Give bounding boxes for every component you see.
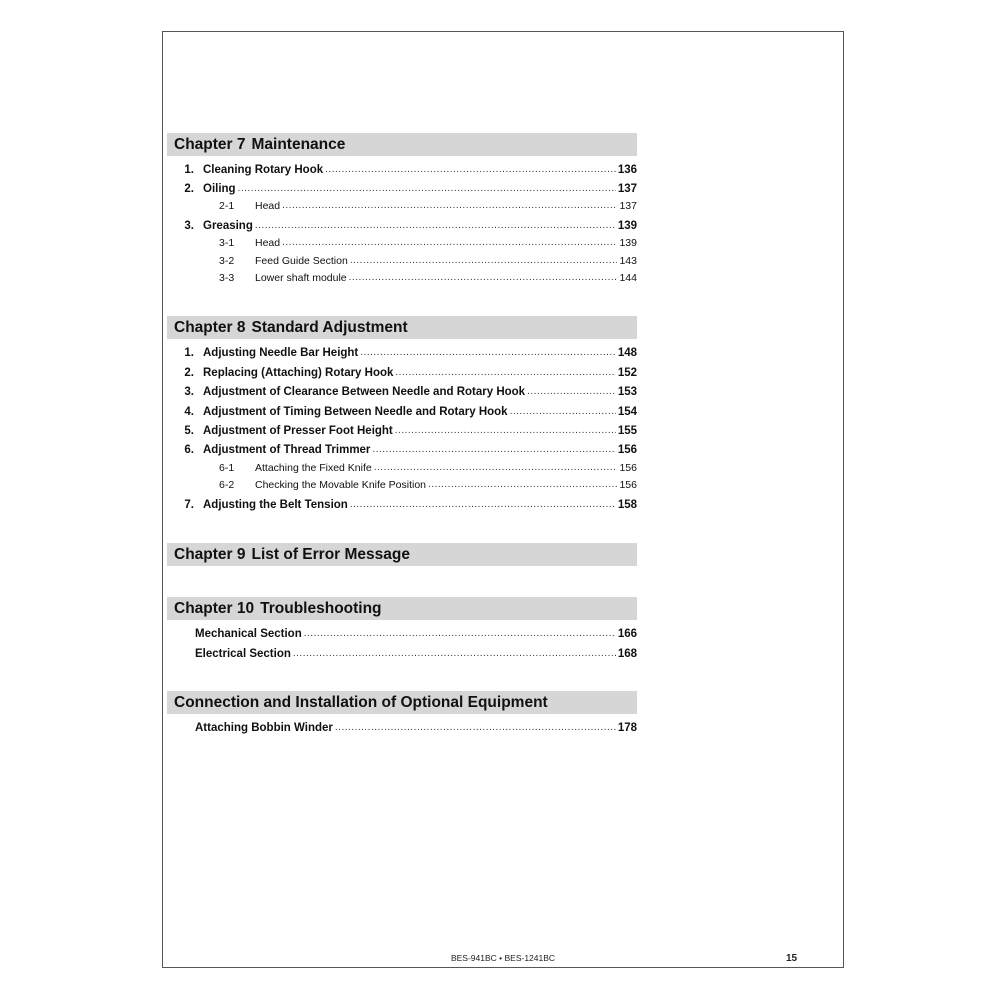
- chapter-title: Maintenance: [251, 136, 346, 153]
- dot-leader: [510, 403, 616, 420]
- entry-page: 168: [617, 648, 637, 660]
- chapter-title: Connection and Installation of Optional Equipment: [174, 694, 548, 711]
- entry-index: 3-2: [219, 255, 235, 267]
- toc-entry[interactable]: [167, 345, 637, 361]
- entry-page: 156: [619, 462, 637, 474]
- dot-leader: [372, 441, 615, 458]
- toc-entry[interactable]: [167, 626, 637, 642]
- chapter-header: [167, 133, 637, 156]
- dot-leader: [428, 476, 617, 493]
- entry-page: 137: [617, 183, 637, 195]
- dot-leader: [360, 344, 616, 361]
- chapter-header: [167, 543, 637, 566]
- entry-label: Electrical Section: [195, 648, 291, 660]
- entry-page: 137: [619, 200, 637, 212]
- entry-page: 156: [617, 444, 637, 456]
- entry-index: 2.: [184, 367, 194, 379]
- toc-entry[interactable]: [167, 720, 637, 736]
- entry-page: 153: [617, 386, 637, 398]
- entry-label: Greasing: [203, 220, 253, 232]
- toc-subentry[interactable]: [167, 460, 637, 476]
- toc-subentry[interactable]: [167, 253, 637, 269]
- entry-label: Feed Guide Section: [255, 255, 348, 267]
- toc-section-optional-equipment: [167, 691, 637, 734]
- entry-page: 152: [617, 367, 637, 379]
- dot-leader: [395, 364, 615, 381]
- toc-entry[interactable]: [167, 497, 637, 513]
- entry-page: 136: [617, 164, 637, 176]
- entry-label: Replacing (Attaching) Rotary Hook: [203, 367, 394, 379]
- toc-entry[interactable]: [167, 423, 637, 439]
- toc-subentry[interactable]: [167, 270, 637, 286]
- toc-section-chapter-9: [167, 543, 637, 566]
- entry-page: 178: [617, 722, 637, 734]
- dot-leader: [395, 422, 616, 439]
- entry-label: Checking the Movable Knife Position: [255, 479, 427, 491]
- toc-subentry[interactable]: [167, 235, 637, 251]
- entry-label: Adjustment of Clearance Between Needle and Rotary Hook: [203, 386, 526, 398]
- chapter-header: [167, 597, 637, 620]
- toc-entry[interactable]: [167, 365, 637, 381]
- entry-page: 143: [619, 255, 637, 267]
- entry-page: 158: [617, 499, 637, 511]
- dot-leader: [325, 161, 616, 178]
- entry-label: Adjustment of Presser Foot Height: [203, 425, 393, 437]
- dot-leader: [350, 252, 618, 269]
- toc-entry[interactable]: [167, 646, 637, 662]
- entry-index: 6-1: [219, 462, 235, 474]
- toc-section-chapter-10: [167, 597, 637, 660]
- entry-label: Head: [255, 237, 281, 249]
- entry-page: 144: [619, 272, 637, 284]
- entry-label: Oiling: [203, 183, 236, 195]
- entry-page: 148: [617, 347, 637, 359]
- entry-label: Lower shaft module: [255, 272, 347, 284]
- dot-leader: [293, 645, 616, 662]
- dot-leader: [374, 459, 618, 476]
- entry-page: 139: [617, 220, 637, 232]
- entry-page: 154: [617, 406, 637, 418]
- entry-page: 139: [619, 237, 637, 249]
- dot-leader: [238, 180, 616, 197]
- entry-index: 3.: [184, 220, 194, 232]
- entry-label: Adjusting the Belt Tension: [203, 499, 348, 511]
- toc-entry[interactable]: [167, 218, 637, 234]
- toc-entry[interactable]: [167, 442, 637, 458]
- chapter-number: Chapter 8: [174, 319, 246, 336]
- entry-label: Attaching Bobbin Winder: [195, 722, 333, 734]
- toc-section-chapter-8: [167, 316, 637, 511]
- entry-index: 5.: [184, 425, 194, 437]
- chapter-header: [167, 316, 637, 339]
- entry-label: Adjustment of Thread Trimmer: [203, 444, 371, 456]
- toc-entry[interactable]: [167, 181, 637, 197]
- chapter-title: Standard Adjustment: [251, 319, 408, 336]
- entry-index: 3-1: [219, 237, 235, 249]
- entry-index: 2-1: [219, 200, 235, 212]
- dot-leader: [282, 234, 617, 251]
- chapter-title: List of Error Message: [251, 546, 410, 563]
- entry-index: 4.: [184, 406, 194, 418]
- entry-label: Adjusting Needle Bar Height: [203, 347, 359, 359]
- toc-entry[interactable]: [167, 384, 637, 400]
- dot-leader: [255, 217, 616, 234]
- chapter-title: Troubleshooting: [260, 600, 382, 617]
- entry-index: 2.: [184, 183, 194, 195]
- entry-index: 1.: [184, 347, 194, 359]
- entry-index: 3-3: [219, 272, 235, 284]
- toc-entry[interactable]: [167, 404, 637, 420]
- chapter-number: Chapter 9: [174, 546, 246, 563]
- footer-page-number: 15: [786, 953, 798, 964]
- chapter-number: Chapter 7: [174, 136, 246, 153]
- dot-leader: [527, 383, 616, 400]
- entry-label: Head: [255, 200, 281, 212]
- toc-entry[interactable]: [167, 162, 637, 178]
- dot-leader: [304, 625, 616, 642]
- entry-label: Adjustment of Timing Between Needle and Rotary Hook: [203, 406, 508, 418]
- dot-leader: [349, 269, 618, 286]
- dot-leader: [350, 496, 616, 513]
- entry-label: Mechanical Section: [195, 628, 302, 640]
- entry-label: Attaching the Fixed Knife: [255, 462, 372, 474]
- entry-index: 3.: [184, 386, 194, 398]
- entry-label: Cleaning Rotary Hook: [203, 164, 324, 176]
- entry-index: 6-2: [219, 479, 235, 491]
- toc-section-chapter-7: [167, 133, 637, 284]
- footer-model-name: BES-941BC • BES-1241BC: [450, 953, 556, 963]
- dot-leader: [282, 197, 617, 214]
- chapter-header: [167, 691, 637, 714]
- chapter-number: Chapter 10: [174, 600, 255, 617]
- entry-index: 6.: [184, 444, 194, 456]
- dot-leader: [335, 719, 616, 736]
- entry-page: 166: [617, 628, 637, 640]
- entry-page: 155: [617, 425, 637, 437]
- entry-page: 156: [619, 479, 637, 491]
- toc-subentry[interactable]: [167, 198, 637, 214]
- toc-subentry[interactable]: [167, 477, 637, 493]
- entry-index: 7.: [184, 499, 194, 511]
- entry-index: 1.: [184, 164, 194, 176]
